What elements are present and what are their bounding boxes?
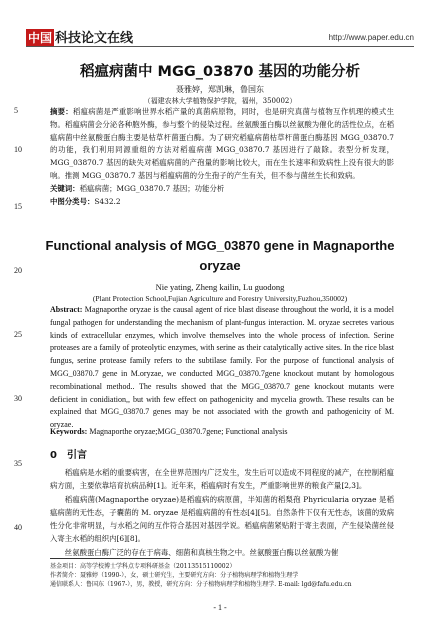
clc-value: S432.2 — [94, 197, 121, 206]
keywords-zh — [50, 183, 394, 196]
clc-number — [50, 196, 394, 209]
intro-body — [50, 466, 394, 559]
line-number: 40 — [14, 523, 22, 532]
line-number: 5 — [14, 106, 18, 115]
abstract-zh-label: 摘要： — [50, 107, 73, 116]
keywords-zh-text: 稻瘟病菌；MGG_03870.7 基因；功能分析 — [79, 184, 225, 193]
line-number: 35 — [14, 459, 22, 468]
clc-label: 中图分类号： — [50, 197, 95, 206]
affiliation-en: (Plant Protection School,Fujian Agriculture and Forestry University,Fuzhou,350002) — [92, 294, 348, 303]
intro-paragraph: 稻瘟病是水稻的重要病害，在全世界范围内广泛发生，发生后可以造成不同程度的减产，在控制稻瘟病方面，主要依靠培育抗病品种[1]。近年来，稻瘟病时有发生，严重影响世界的粮食产量[2,3]。 — [50, 468, 394, 491]
line-number: 30 — [14, 394, 22, 403]
intro-paragraph: 丝氨酸蛋白酶广泛的存在于病毒、细菌和真核生物之中。丝氨酸蛋白酶以丝氨酸为催 — [64, 547, 339, 557]
footnotes — [50, 562, 400, 589]
logo-box: 中国 — [28, 31, 53, 45]
site-logo[interactable] — [26, 27, 133, 46]
keywords-en-label: Keywords: — [50, 427, 88, 436]
abstract-zh — [50, 106, 394, 183]
abstract-en-label: Abstract: — [50, 305, 83, 314]
authors-zh: 聂雅婷，郑凯琳，鲁国东 — [176, 85, 264, 94]
intro-paragraph: 稻瘟病菌(Magnaporthe oryzae)是稻瘟病的病原菌，半知菌的稻梨孢 Phyricularia oryzae 是稻瘟病菌的无性态，子囊菌的 M. oryzae 是稻瘟病菌的有性态[4][5]。自然条件下仅有无性态，该菌的致病性分化非常明显，与水稻之间的互作符合基因对基因学说。稻瘟病菌紧贴附于寄主表面，产生侵染菌丝侵入寄主水稻的组织内[6][8]。 — [50, 494, 394, 544]
line-number: 20 — [14, 266, 22, 275]
affiliation-zh: （福建农林大学植物保护学院，福州，350002） — [143, 97, 297, 105]
page-number: - 1 - — [213, 603, 227, 612]
keywords-en — [50, 427, 394, 436]
abstract-en — [50, 304, 394, 432]
site-url-link[interactable]: http://www.paper.edu.cn — [328, 33, 414, 42]
line-number: 25 — [14, 330, 22, 339]
abstract-zh-text: 稻瘟病菌是严重影响世界水稻产量的真菌病原物，同时，也是研究真菌与植物互作机理的模式生物。稻瘟病菌会分泌各种胞外酶，参与整个的侵染过程。丝氨酸蛋白酶以丝氨酸为催化的活性位点，在稻瘟病菌中丝氨酸蛋白酶主要是枯草杆菌蛋白酶。为了研究稻瘟病菌枯草杆菌蛋白酶基因 MGG_03870.7 的功能，我们利用同源重组的方法对稻瘟病菌 MGG_03870.7 基因进行了敲除。表型分析发现，MGG_03870.7 基因的缺失对稻瘟病菌的产孢量的影响比较大，而在生长速率和致病性上没有很大的影响。推测 MGG_03870.7 基因与稻瘟病菌的分生孢子的产生有关，但不参与菌丝生长和致病。 — [50, 107, 394, 180]
line-number: 15 — [14, 202, 22, 211]
keywords-zh-label: 关键词： — [50, 184, 80, 193]
authors-en: Nie yating, Zheng kailin, Lu guodong — [155, 282, 285, 292]
logo-text: 科技论文在线 — [55, 31, 134, 46]
section-heading-intro: 0 引言 — [50, 450, 87, 461]
paper-title-en: Functional analysis of MGG_03870 gene in Magnaporthe oryzae — [45, 238, 395, 273]
page-header — [0, 0, 440, 46]
paper-title-zh: 稻瘟病菌中 MGG_03870 基因的功能分析 — [79, 64, 361, 80]
abstract-en-text: Magnaporthe oryzae is the causal agent of rice blast disease throughout the world, it is a model fungal pathogen for understanding the mechanism of plant-fungus interaction. M. oryzae secretes various kinds of extracellular enzymes, which involve themselves into the whole process of infection. Serine proteases are a family of proteolytic enzymes, with serine as their catalytically active sites. In the rice blast fungus, serine protease family refers to the subtilase family. For the purpose of functional analysis of MGG_03870.7 gene in M.oryzae, we conducted MGG_03870.7gene knockout mutant by homologous recombinational method.. The results showed that the MGG_03870.7 gene knockout mutants were deficient in conidiation,, but with few effect on pathogenicity and mycelia growth. These results can be explained that MGG_03870.7 genes may be not associated with the growth and pathogenicity of M. oryzae. — [50, 305, 394, 430]
header-divider — [26, 46, 414, 47]
line-number: 10 — [14, 145, 22, 154]
footnote-divider — [50, 558, 170, 559]
footnote-fund: 基金项目：高等学校博士学科点专项科研基金（20113515110002） — [50, 563, 236, 570]
keywords-en-text: Magnaporthe oryzae;MGG_03870.7gene; Functional analysis — [89, 427, 288, 436]
footnote-author: 作者简介：聂雅婷（1990-），女，硕士研究生，主要研究方向：分子植物病理学和植物生理学 — [50, 572, 299, 579]
footnote-contact: 通信联系人：鲁国东（1967-），男，教授，研究方向：分子植物病理学和植物生理学. E-mail: lgd@fafu.edu.cn — [50, 581, 352, 588]
